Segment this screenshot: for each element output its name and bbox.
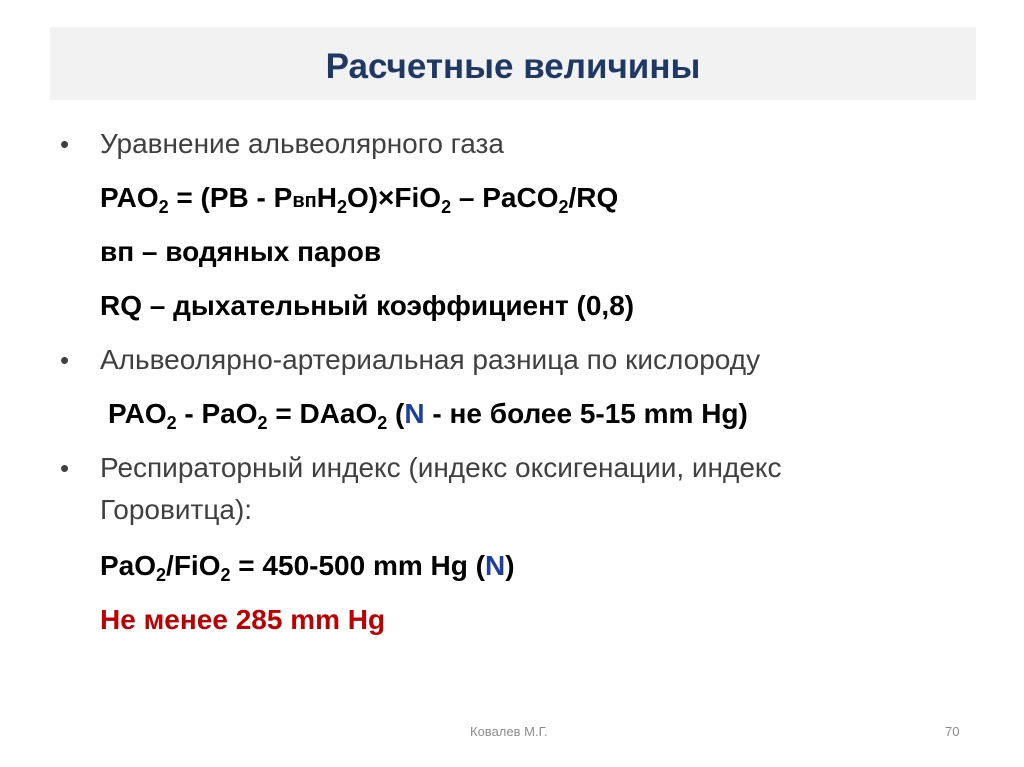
note-respiratory-quotient: RQ – дыхательный коэффициент (0,8) — [100, 290, 635, 321]
equation-respiratory-index: PaO$_2$/FiO$_2$ = 450-500 mm Hg (N) — [100, 550, 515, 585]
equation-alveolar-gas: $PAO_2 = (PB$ - PвпH$_2$O)×FiO$_2$ – PaCO$_2$/RQ — [100, 182, 619, 217]
note-water-vapor: вп – водяных паров — [100, 236, 382, 267]
normal-marker: N — [404, 398, 425, 429]
bullet-marker: • — [60, 345, 70, 375]
page-number: 70 — [945, 724, 960, 739]
footer-author: Ковалев М.Г. — [470, 724, 548, 739]
bullet-marker: • — [60, 129, 70, 159]
slide-title: Расчетные величины — [325, 47, 701, 86]
equation-aa-gradient: $PAO_2 - PaO_2$ = DAaO$_2$ (N - не более 5-15 mm Hg) — [108, 398, 748, 433]
bullet-aa-gradient: Альвеолярно-артериальная разница по кислороду — [100, 344, 761, 375]
bullet-respiratory-index-line1: Респираторный индекс (индекс оксигенации, индекс — [100, 452, 782, 483]
bullet-alveolar-gas: Уравнение альвеолярного газа — [100, 128, 504, 159]
bullet-respiratory-index-line2: Горовитца): — [100, 494, 253, 525]
bullet-marker: • — [60, 453, 70, 483]
minimum-note: Не менее 285 mm Hg — [100, 604, 386, 635]
normal-marker: N — [484, 550, 506, 581]
